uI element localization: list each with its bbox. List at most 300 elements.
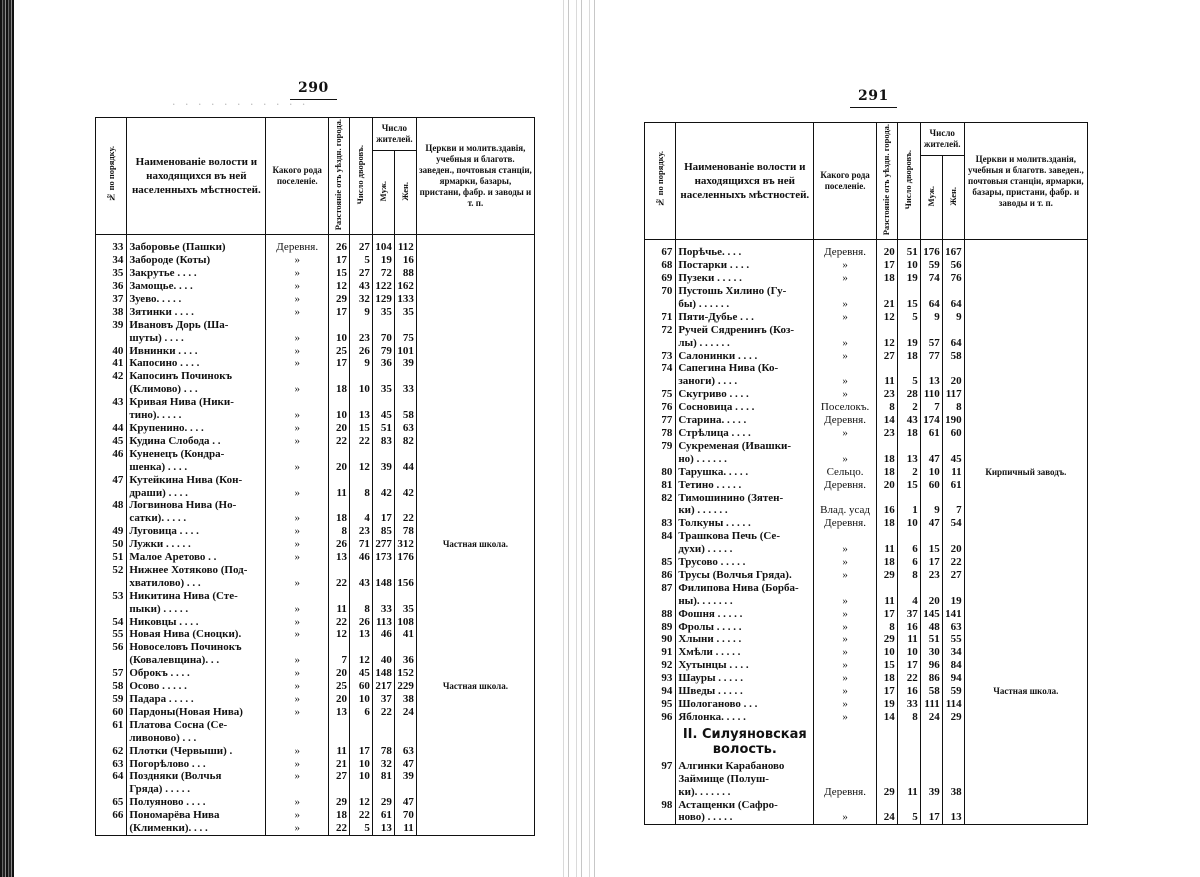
institution-note	[416, 487, 534, 500]
distance-value: 24	[876, 811, 897, 824]
yards-value: 22	[349, 809, 372, 822]
institution-note	[964, 530, 1087, 543]
settlement-row	[96, 409, 535, 422]
row-number: 82	[645, 492, 676, 505]
female-count: 60	[942, 427, 964, 440]
distance-value	[329, 783, 350, 796]
settlement-row	[96, 564, 535, 577]
female-count: 94	[942, 672, 964, 685]
yards-value: 23	[349, 525, 372, 538]
settlement-kind: »	[266, 822, 329, 835]
yards-value: 15	[349, 422, 372, 435]
yards-value	[349, 783, 372, 796]
female-count: 44	[394, 461, 416, 474]
empty-cell	[814, 724, 877, 760]
row-number: 95	[645, 698, 676, 711]
distance-value: 12	[329, 628, 350, 641]
settlement-kind: »	[266, 538, 329, 551]
settlement-kind	[814, 582, 877, 595]
settlement-kind: »	[266, 422, 329, 435]
row-number: 76	[645, 401, 676, 414]
male-count: 20	[920, 595, 942, 608]
settlement-row	[96, 641, 535, 654]
row-number: 85	[645, 556, 676, 569]
settlement-kind	[266, 590, 329, 603]
male-count	[920, 492, 942, 505]
yards-value: 15	[897, 298, 920, 311]
row-number: 53	[96, 590, 127, 603]
settlement-name: Гряда) . . . . .	[127, 783, 266, 796]
yards-value	[897, 530, 920, 543]
row-number: 42	[96, 370, 127, 383]
settlement-kind	[266, 783, 329, 796]
distance-value: 11	[329, 487, 350, 500]
female-count: 229	[394, 680, 416, 693]
settlement-row	[96, 667, 535, 680]
distance-value: 17	[876, 685, 897, 698]
yards-value: 17	[349, 745, 372, 758]
distance-value: 18	[876, 556, 897, 569]
settlement-kind: »	[266, 332, 329, 345]
institution-note	[964, 246, 1087, 259]
row-number: 33	[96, 241, 127, 254]
distance-value: 20	[329, 667, 350, 680]
settlement-row	[645, 530, 1088, 543]
distance-value	[876, 324, 897, 337]
female-count: 29	[942, 711, 964, 724]
header-kind: Какого рода поселеніе.	[266, 118, 329, 235]
settlement-kind	[266, 448, 329, 461]
yards-value: 9	[349, 357, 372, 370]
settlement-row	[645, 608, 1088, 621]
male-count: 39	[372, 461, 394, 474]
settlement-row	[645, 582, 1088, 595]
female-count: 27	[942, 569, 964, 582]
settlement-row	[96, 538, 535, 551]
row-number: 43	[96, 396, 127, 409]
yards-value: 6	[349, 706, 372, 719]
female-count: 41	[394, 628, 416, 641]
female-count: 47	[394, 796, 416, 809]
female-count: 167	[942, 246, 964, 259]
female-count	[394, 319, 416, 332]
institution-note	[964, 517, 1087, 530]
female-count: 112	[394, 241, 416, 254]
yards-value: 6	[897, 543, 920, 556]
distance-value: 22	[329, 616, 350, 629]
settlement-name: Шологаново . . .	[676, 698, 814, 711]
yards-value: 22	[349, 435, 372, 448]
institution-note	[416, 616, 534, 629]
register-rows-left	[96, 235, 535, 836]
institution-note	[964, 285, 1087, 298]
row-number: 34	[96, 254, 127, 267]
distance-value: 29	[876, 569, 897, 582]
yards-value: 46	[349, 551, 372, 564]
settlement-row	[645, 569, 1088, 582]
settlement-name: Луговица . . . .	[127, 525, 266, 538]
institution-note	[416, 293, 534, 306]
female-count: 76	[942, 272, 964, 285]
settlement-row	[645, 479, 1088, 492]
settlement-name: Трусы (Волчья Гряда).	[676, 569, 814, 582]
yards-value	[349, 499, 372, 512]
settlement-name: Заборовье (Пашки)	[127, 241, 266, 254]
distance-value: 25	[329, 345, 350, 358]
male-count: 176	[920, 246, 942, 259]
yards-value: 27	[349, 267, 372, 280]
male-count: 113	[372, 616, 394, 629]
institution-note	[416, 822, 534, 835]
settlement-name: Тарушка. . . . .	[676, 466, 814, 479]
settlement-name: Астащенки (Сафро-	[676, 799, 814, 812]
female-count: 56	[942, 259, 964, 272]
settlement-row	[645, 773, 1088, 786]
female-count: 63	[394, 745, 416, 758]
male-count: 32	[372, 758, 394, 771]
female-count: 45	[942, 453, 964, 466]
settlement-name: Порѣчье. . . .	[676, 246, 814, 259]
row-number: 79	[645, 440, 676, 453]
settlement-kind: Деревня.	[814, 246, 877, 259]
row-number: 47	[96, 474, 127, 487]
male-count: 13	[372, 822, 394, 835]
institution-note	[964, 324, 1087, 337]
male-count: 51	[372, 422, 394, 435]
settlement-row	[96, 383, 535, 396]
male-count: 104	[372, 241, 394, 254]
row-number	[96, 822, 127, 835]
male-count: 47	[920, 453, 942, 466]
distance-value	[876, 530, 897, 543]
yards-value: 10	[349, 693, 372, 706]
male-count: 74	[920, 272, 942, 285]
settlement-kind: »	[266, 293, 329, 306]
row-number: 97	[645, 760, 676, 773]
yards-value: 19	[897, 337, 920, 350]
settlement-row	[645, 633, 1088, 646]
male-count: 70	[372, 332, 394, 345]
male-count: 23	[920, 569, 942, 582]
institution-note	[416, 641, 534, 654]
yards-value: 43	[349, 577, 372, 590]
settlement-name: Старина. . . . .	[676, 414, 814, 427]
distance-value: 18	[876, 517, 897, 530]
distance-value: 12	[876, 337, 897, 350]
settlement-row	[645, 272, 1088, 285]
male-count: 30	[920, 646, 942, 659]
settlement-row	[96, 693, 535, 706]
institution-note	[964, 311, 1087, 324]
yards-value: 27	[349, 241, 372, 254]
settlement-kind: »	[266, 357, 329, 370]
institution-note	[416, 564, 534, 577]
yards-value: 11	[897, 633, 920, 646]
row-number: 71	[645, 311, 676, 324]
yards-value: 18	[897, 427, 920, 440]
female-count: 39	[394, 770, 416, 783]
institution-note	[964, 440, 1087, 453]
row-number: 90	[645, 633, 676, 646]
male-count: 64	[920, 298, 942, 311]
settlement-kind: »	[266, 758, 329, 771]
settlement-kind: »	[814, 311, 877, 324]
settlement-name: Яблонка. . . . .	[676, 711, 814, 724]
distance-value: 29	[876, 633, 897, 646]
distance-value: 18	[329, 512, 350, 525]
institution-note	[416, 306, 534, 319]
settlement-name: шенка) . . . .	[127, 461, 266, 474]
institution-note	[964, 479, 1087, 492]
institution-note	[416, 667, 534, 680]
settlement-name: Полуяново . . . .	[127, 796, 266, 809]
female-count: 152	[394, 667, 416, 680]
male-count: 129	[372, 293, 394, 306]
distance-value: 17	[329, 357, 350, 370]
settlement-row	[96, 654, 535, 667]
settlement-kind: »	[814, 388, 877, 401]
settlement-row	[645, 246, 1088, 259]
institution-note	[416, 370, 534, 383]
institution-note	[416, 603, 534, 616]
yards-value	[349, 719, 372, 732]
settlement-row	[96, 512, 535, 525]
institution-note	[416, 396, 534, 409]
female-count: 156	[394, 577, 416, 590]
settlement-name: Алгинки Карабаново	[676, 760, 814, 773]
row-number	[645, 504, 676, 517]
yards-value: 16	[897, 621, 920, 634]
settlement-name: Трусово . . . . .	[676, 556, 814, 569]
institution-note	[964, 811, 1087, 824]
yards-value: 28	[897, 388, 920, 401]
yards-value	[349, 319, 372, 332]
female-count: 190	[942, 414, 964, 427]
institution-note	[964, 608, 1087, 621]
settlement-row	[96, 332, 535, 345]
book-spine-edge	[0, 0, 14, 877]
settlement-row	[96, 280, 535, 293]
female-count: 64	[942, 337, 964, 350]
settlement-row	[645, 285, 1088, 298]
institution-note	[964, 427, 1087, 440]
yards-value: 9	[349, 306, 372, 319]
female-count: 63	[394, 422, 416, 435]
settlement-row	[96, 499, 535, 512]
institution-note	[416, 345, 534, 358]
distance-value: 29	[329, 796, 350, 809]
female-count: 61	[942, 479, 964, 492]
row-number: 72	[645, 324, 676, 337]
row-number: 35	[96, 267, 127, 280]
row-number	[645, 453, 676, 466]
row-number: 39	[96, 319, 127, 332]
distance-value: 26	[329, 241, 350, 254]
settlement-name: заноги) . . . .	[676, 375, 814, 388]
female-count: 20	[942, 375, 964, 388]
yards-value: 51	[897, 246, 920, 259]
institution-note	[416, 435, 534, 448]
empty-cell	[964, 724, 1087, 760]
male-count	[372, 396, 394, 409]
female-count: 20	[942, 543, 964, 556]
row-number: 46	[96, 448, 127, 461]
settlement-kind: »	[266, 487, 329, 500]
yards-value	[349, 590, 372, 603]
settlement-kind	[814, 492, 877, 505]
header-name: Наименованіе волости и находящихся въ ней населенныхъ мѣстностей.	[676, 123, 814, 240]
distance-value: 11	[876, 595, 897, 608]
row-number: 92	[645, 659, 676, 672]
settlement-row	[96, 732, 535, 745]
institution-note: Частная школа.	[416, 538, 534, 551]
institution-note	[964, 414, 1087, 427]
yards-value: 45	[349, 667, 372, 680]
male-count	[920, 582, 942, 595]
settlement-name: Капосино . . . .	[127, 357, 266, 370]
settlement-row	[645, 427, 1088, 440]
institution-note: Частная школа.	[964, 685, 1087, 698]
row-number: 65	[96, 796, 127, 809]
male-count: 33	[372, 603, 394, 616]
female-count	[942, 582, 964, 595]
yards-value: 10	[349, 770, 372, 783]
settlement-row	[96, 758, 535, 771]
yards-value	[897, 799, 920, 812]
distance-value	[329, 719, 350, 732]
row-number: 60	[96, 706, 127, 719]
female-count: 38	[394, 693, 416, 706]
female-count	[942, 799, 964, 812]
header-male: Муж.	[920, 155, 942, 240]
yards-value: 17	[897, 659, 920, 672]
institution-note	[416, 758, 534, 771]
female-count: 42	[394, 487, 416, 500]
distance-value: 16	[876, 504, 897, 517]
row-number: 37	[96, 293, 127, 306]
settlement-row	[645, 492, 1088, 505]
yards-value: 18	[897, 350, 920, 363]
institution-note	[416, 409, 534, 422]
male-count	[372, 370, 394, 383]
settlement-row	[96, 603, 535, 616]
settlement-row	[645, 324, 1088, 337]
institution-note	[964, 259, 1087, 272]
settlement-row	[645, 259, 1088, 272]
settlement-row	[96, 796, 535, 809]
row-number: 67	[645, 246, 676, 259]
female-count	[394, 783, 416, 796]
settlement-name: Тимошинино (Зятен-	[676, 492, 814, 505]
settlement-row	[96, 628, 535, 641]
settlement-row	[645, 799, 1088, 812]
male-count: 17	[372, 512, 394, 525]
settlement-kind: »	[814, 685, 877, 698]
female-count: 75	[394, 332, 416, 345]
row-number: 52	[96, 564, 127, 577]
row-number	[645, 298, 676, 311]
male-count: 145	[920, 608, 942, 621]
institution-note	[964, 698, 1087, 711]
settlement-name: Осово . . . . .	[127, 680, 266, 693]
row-number: 87	[645, 582, 676, 595]
female-count: 101	[394, 345, 416, 358]
empty-cell	[942, 724, 964, 760]
distance-value: 20	[876, 246, 897, 259]
settlement-row	[96, 590, 535, 603]
empty-cell	[920, 724, 942, 760]
male-count: 7	[920, 401, 942, 414]
register-rows-right	[645, 240, 1088, 825]
distance-value: 11	[876, 543, 897, 556]
male-count	[372, 319, 394, 332]
male-count: 22	[372, 706, 394, 719]
settlement-kind: »	[266, 680, 329, 693]
row-number: 41	[96, 357, 127, 370]
settlement-kind: »	[266, 706, 329, 719]
settlement-row	[645, 543, 1088, 556]
female-count: 176	[394, 551, 416, 564]
institution-note: Кирпичный заводъ.	[964, 466, 1087, 479]
female-count: 7	[942, 504, 964, 517]
distance-value	[329, 564, 350, 577]
distance-value: 7	[329, 654, 350, 667]
male-count: 35	[372, 306, 394, 319]
settlement-name: но) . . . . . .	[676, 453, 814, 466]
distance-value: 26	[329, 538, 350, 551]
settlement-name: Фошня . . . . .	[676, 608, 814, 621]
male-count	[920, 440, 942, 453]
female-count	[394, 732, 416, 745]
settlement-name: Новоселовъ Починокъ	[127, 641, 266, 654]
settlement-kind	[266, 732, 329, 745]
yards-value	[897, 492, 920, 505]
distance-value: 17	[329, 254, 350, 267]
female-count: 22	[394, 512, 416, 525]
male-count: 59	[920, 259, 942, 272]
row-number	[96, 332, 127, 345]
settlement-kind: »	[266, 306, 329, 319]
settlement-row	[96, 370, 535, 383]
distance-value: 18	[329, 383, 350, 396]
settlement-kind: »	[266, 525, 329, 538]
distance-value: 10	[329, 332, 350, 345]
settlement-kind: »	[814, 556, 877, 569]
male-count: 9	[920, 504, 942, 517]
settlement-kind: »	[814, 698, 877, 711]
distance-value	[329, 396, 350, 409]
settlement-name: Займище (Полуш-	[676, 773, 814, 786]
settlement-name: Погорѣлово . . .	[127, 758, 266, 771]
row-number: 44	[96, 422, 127, 435]
female-count	[942, 492, 964, 505]
settlement-name: шуты) . . . .	[127, 332, 266, 345]
female-count	[942, 530, 964, 543]
yards-value: 12	[349, 654, 372, 667]
male-count: 173	[372, 551, 394, 564]
settlement-name: Филипова Нива (Борба-	[676, 582, 814, 595]
settlement-name: Никитина Нива (Сте-	[127, 590, 266, 603]
yards-value	[897, 440, 920, 453]
male-count	[920, 324, 942, 337]
settlement-row	[96, 293, 535, 306]
male-count: 51	[920, 633, 942, 646]
yards-value: 10	[897, 517, 920, 530]
institution-note	[964, 298, 1087, 311]
settlement-row	[96, 422, 535, 435]
header-distance: Разстояніе отъ уѣздн. города.	[876, 123, 897, 240]
yards-value	[897, 582, 920, 595]
